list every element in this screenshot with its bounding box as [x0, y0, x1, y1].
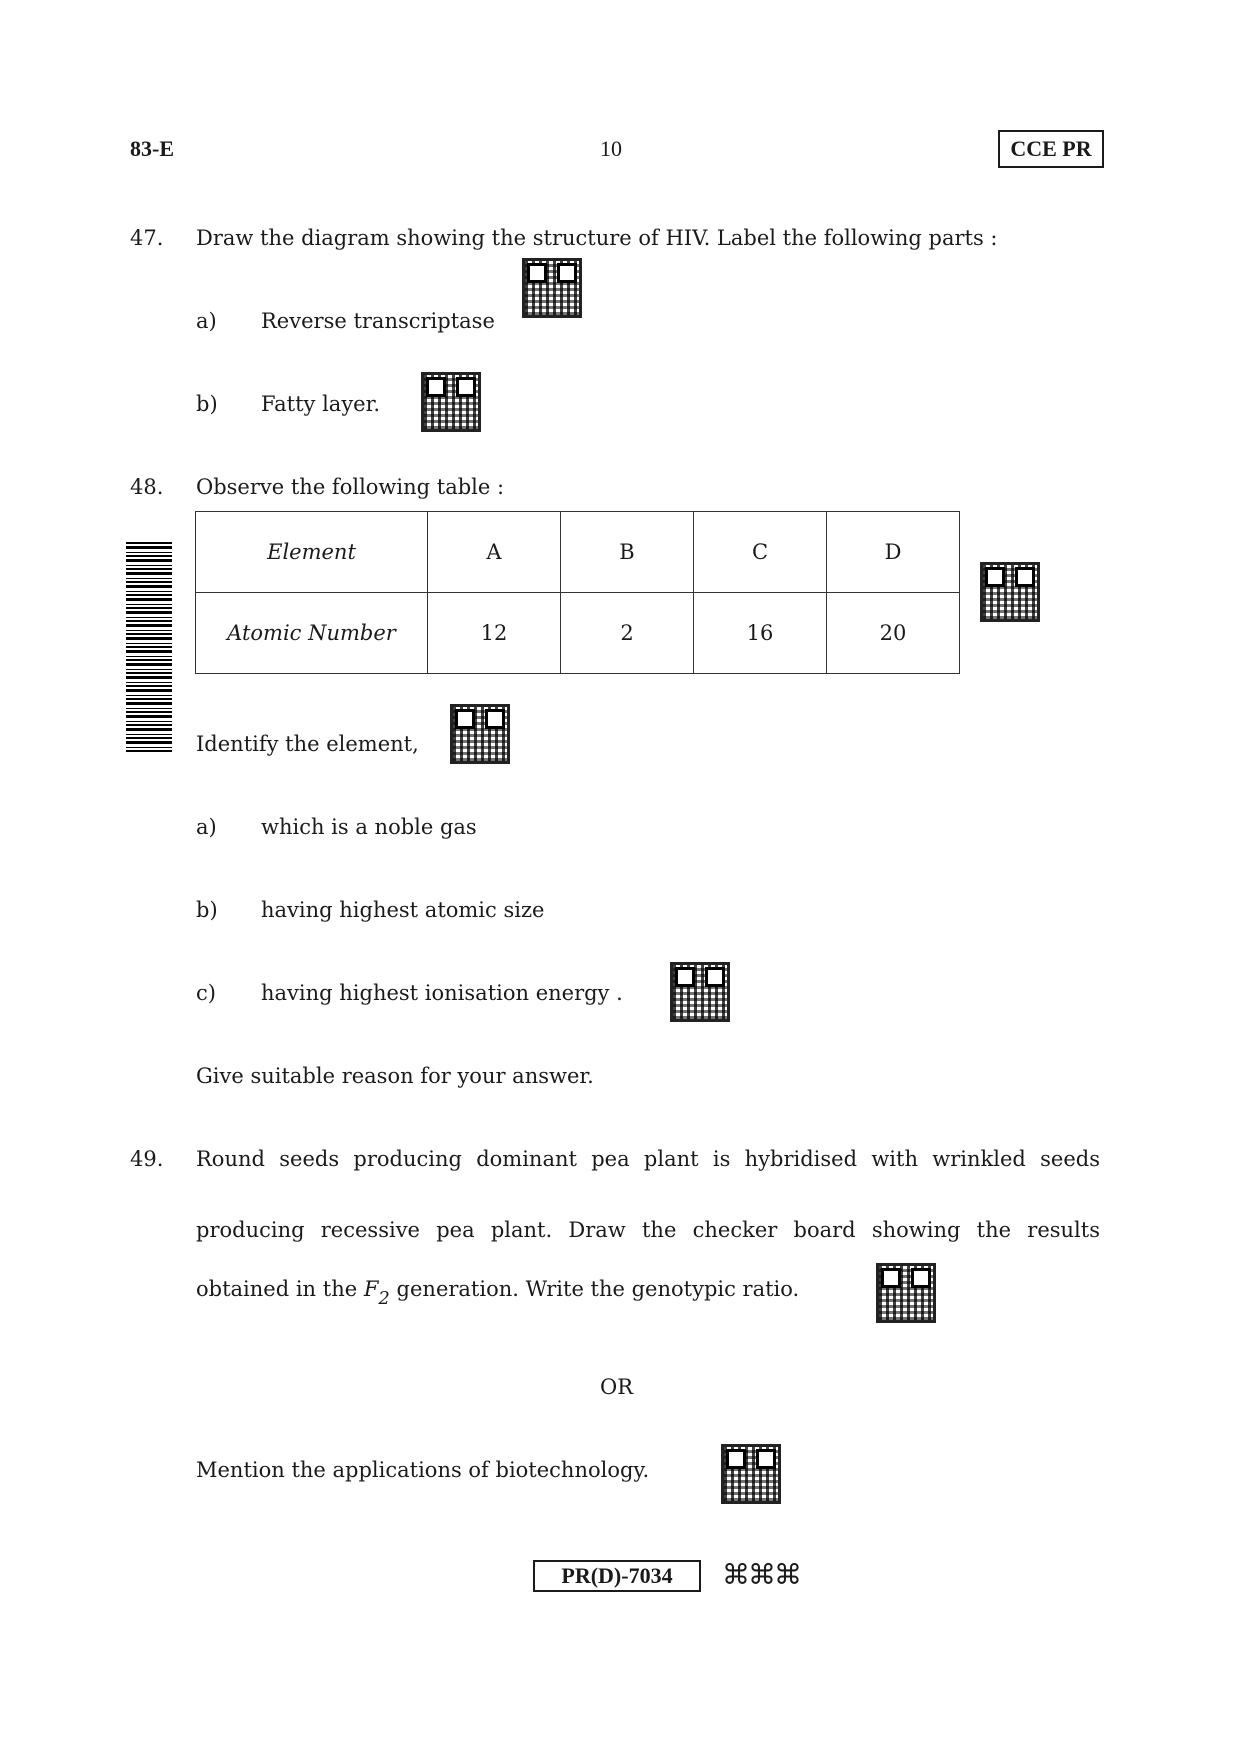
or-separator: OR [600, 1375, 634, 1399]
qr-code-icon [876, 1263, 936, 1323]
question-47-text: Draw the diagram showing the structure of HIV. Label the following parts : [196, 226, 998, 250]
table-header-atomic-number: Atomic Number [196, 593, 428, 674]
paper-code: 83-E [130, 136, 174, 161]
f2-symbol [363, 1277, 390, 1309]
table-cell: 16 [694, 593, 827, 674]
q47-part-b-text: Fatty layer. [261, 392, 381, 416]
question-48-text: Observe the following table : [196, 475, 505, 499]
table-header-element: Element [196, 512, 428, 593]
q48-prompt: Identify the element, [196, 732, 419, 756]
qr-code-icon [670, 962, 730, 1022]
q47-part-a-text: Reverse transcriptase [261, 309, 495, 333]
q48-part-c-text: having highest ionisation energy . [261, 981, 623, 1005]
q48-part-a-label: a) [196, 815, 217, 839]
table-cell: C [694, 512, 827, 593]
page-number: 10 [600, 136, 622, 161]
f-subscript: 2 [378, 1288, 390, 1309]
q48-reason: Give suitable reason for your answer. [196, 1064, 594, 1088]
q49-alternative: Mention the applications of biotechnology. [196, 1458, 650, 1482]
table-cell: B [561, 512, 694, 593]
ornament-icon: ⌘⌘⌘ [722, 1558, 800, 1591]
question-49-line-1: Round seeds producing dominant pea plant is hybridised with wrinkled seeds [196, 1147, 1100, 1171]
f-letter: F [363, 1277, 379, 1301]
table-cell: D [827, 512, 960, 593]
table-cell: A [428, 512, 561, 593]
barcode-icon [126, 540, 172, 752]
table-row [196, 593, 960, 674]
table-cell: 12 [428, 593, 561, 674]
table-cell: 20 [827, 593, 960, 674]
q48-part-c-label: c) [196, 981, 216, 1005]
qr-code-icon [421, 372, 481, 432]
q47-part-b-label: b) [196, 392, 218, 416]
table-row [196, 512, 960, 593]
q48-part-a-text: which is a noble gas [261, 815, 477, 839]
question-49-line-2: producing recessive pea plant. Draw the checker board showing the results [196, 1218, 1100, 1242]
qr-code-icon [522, 258, 582, 318]
table-cell: 2 [561, 593, 694, 674]
question-49-number: 49. [130, 1147, 164, 1171]
q49-line3-end: generation. Write the genotypic ratio. [396, 1277, 800, 1301]
q48-part-b-text: having highest atomic size [261, 898, 545, 922]
question-49-line-3 [196, 1276, 799, 1312]
q49-line3-start: obtained in the [196, 1277, 358, 1301]
footer-code: PR(D)-7034 [533, 1560, 701, 1592]
question-48-number: 48. [130, 475, 164, 499]
qr-code-icon [980, 562, 1040, 622]
question-47-number: 47. [130, 226, 164, 250]
qr-code-icon [450, 704, 510, 764]
element-table [195, 511, 960, 674]
q47-part-a-label: a) [196, 309, 217, 333]
qr-code-icon [721, 1444, 781, 1504]
exam-badge: CCE PR [998, 130, 1104, 168]
q48-part-b-label: b) [196, 898, 218, 922]
